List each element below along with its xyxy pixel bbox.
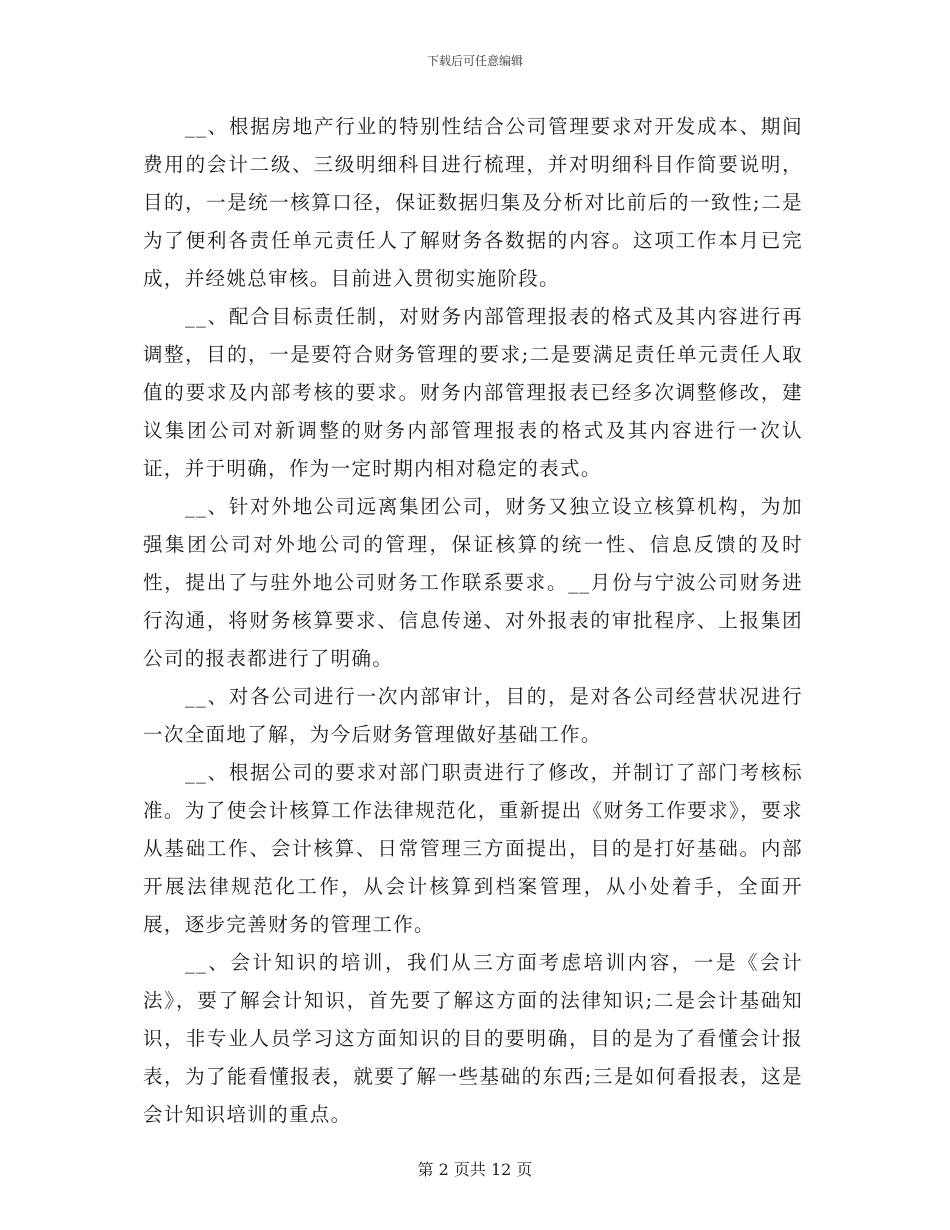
paragraph: __、对各公司进行一次内部审计，目的，是对各公司经营状况进行一次全面地了解，为今后财务管理做好基础工作。 (143, 685, 803, 746)
document-body (143, 108, 803, 1134)
paragraph: __、根据房地产行业的特别性结合公司管理要求对开发成本、期间费用的会计二级、三级明细科目进行梳理，并对明细科目作简要说明，目的，一是统一核算口径，保证数据归集及分析对比前后的一致性;二是为了便利各责任单元责任人了解财务各数据的内容。这项工作本月已完成，并经姚总审核。目前进入贯彻实施阶段。 (143, 115, 803, 290)
paragraph: __、配合目标责任制，对财务内部管理报表的格式及其内容进行再调整，目的，一是要符合财务管理的要求;二是要满足责任单元责任人取值的要求及内部考核的要求。财务内部管理报表已经多次调整修改，建议集团公司对新调整的财务内部管理报表的格式及其内容进行一次认证，并于明确，作为一定时期内相对稳定的表式。 (143, 305, 803, 480)
page-number: 第 2 页共 12 页 (417, 1160, 533, 1179)
paragraph: __、会计知识的培训，我们从三方面考虑培训内容，一是《会计法》，要了解会计知识，首先要了解这方面的法律知识;二是会计基础知识，非专业人员学习这方面知识的目的要明确，目的是为了看懂会计报表，为了能看懂报表，就要了解一些基础的东西;三是如何看报表，这是会计知识培训的重点。 (143, 951, 803, 1126)
page-header: 下载后可任意编辑 (426, 54, 523, 68)
paragraph: __、针对外地公司远离集团公司，财务又独立设立核算机构，为加强集团公司对外地公司的管理，保证核算的统一性、信息反馈的及时性，提出了与驻外地公司财务工作联系要求。__月份与宁波公司财务进行沟通，将财务核算要求、信息传递、对外报表的审批程序、上报集团公司的报表都进行了明确。 (143, 495, 803, 670)
paragraph: __、根据公司的要求对部门职责进行了修改，并制订了部门考核标准。为了使会计核算工作法律规范化，重新提出《财务工作要求》，要求从基础工作、会计核算、日常管理三方面提出，目的是打好基础。内部开展法律规范化工作，从会计核算到档案管理，从小处着手，全面开展，逐步完善财务的管理工作。 (143, 761, 803, 936)
